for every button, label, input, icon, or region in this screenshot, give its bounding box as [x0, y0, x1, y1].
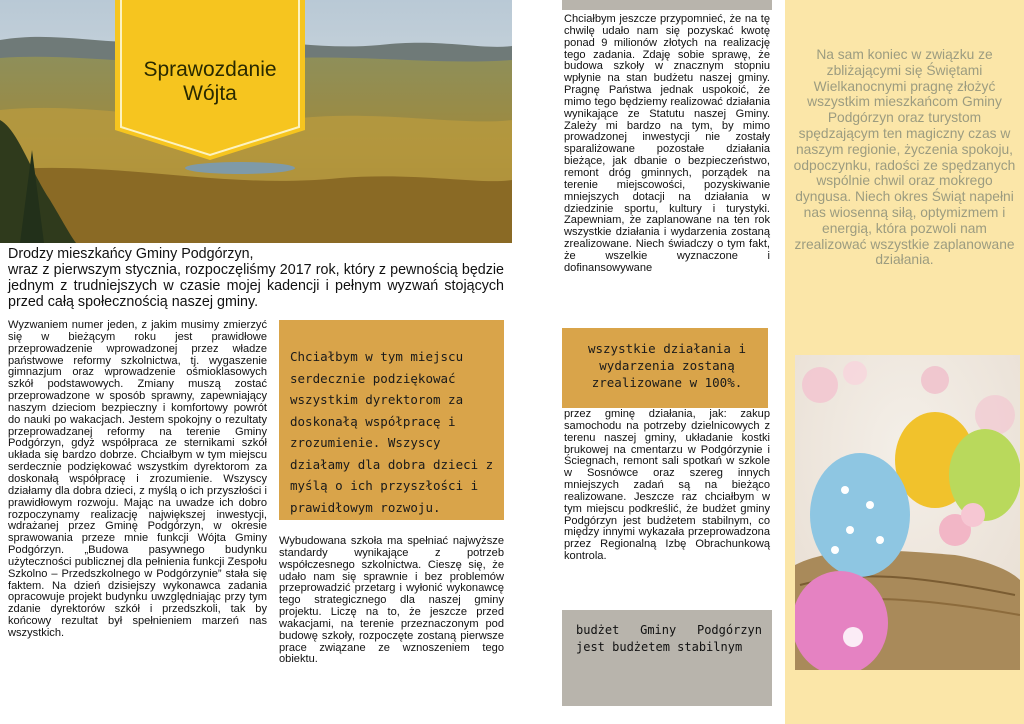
column-2-paragraph: Wybudowana szkoła ma spełniać najwyższe standardy wynikające z potrzeb współczesnego szkolnictwa. Cieszę się, że udało nam się sprawnie i bez problemów przeprowadzić przetarg i wyłonić wykonawcę tego strategicznego dla naszej gminy projektu. Liczę na to, że jeszcze przed wakacjami, na terenie przeznaczonym pod budowę szkoły, rozpoczęte zostaną pierwsze prace związane ze wznoszeniem tego obiektu.	[279, 535, 504, 666]
intro-paragraph: Drodzy mieszkańcy Gminy Podgórzyn, wraz z pierwszym stycznia, rozpoczęliśmy 2017 rok, który z pewnością będzie jednym z trudniejszych w czasie mojej kadencji i pełnym wyzwań stojących przed całą społecznością naszej gminy.	[8, 246, 504, 310]
column-4-paragraph: przez gminę działania, jak: zakup samochodu na potrzeby dzielnicowych z terenu naszej gminy, układanie kostki brukowej na cmentarzu w Podgórzynie i Ściegnach, remont sali spotkań w szkole w Sosnówce oraz szereg innych mniejszych zadań są na bieżąco realizowane. Jeszcze raz chciałbym w tym miejscu podkreślić, że budżet gminy Podgórzyn jest budżetem stabilnym, co między innymi wykazała przeprowadzona przez Regionalną Izbę Obrachunkową kontrola.	[564, 408, 770, 563]
top-grey-bar	[562, 0, 772, 10]
pull-quote-3-text: budżet Gminy Podgórzyn jest budżetem stabilnym	[576, 623, 762, 654]
text-column-2	[279, 536, 504, 666]
title-line-1: Sprawozdanie	[143, 58, 277, 81]
pull-quote-3	[576, 622, 762, 656]
page-title	[140, 58, 280, 106]
title-line-2: Wójta	[183, 82, 237, 105]
pull-quote-2-text: wszystkie działania i wydarzenia zostaną zrealizowane w 100%.	[587, 341, 747, 390]
pull-quote-1	[290, 346, 495, 518]
pull-quote-1-text: Chciałbym w tym miejscu serdecznie podziękować wszystkim dyrektorom za doskonałą współpracę i zrozumienie. Wszyscy działamy dla dobra dzieci z myślą o ich przyszłości i prawidłowym rozwoju.	[290, 349, 494, 515]
column-1-paragraph: Wyzwaniem numer jeden, z jakim musimy zmierzyć się w bieżącym roku jest prawidłowe przeprowadzenie wprowadzonej przez władze państwowe reformy szkolnictwa, tj. wygaszenie gimnazjum oraz wprowadzenie ośmioklasowych szkół podstawowych. Zmiany muszą zostać przeprowadzone w sposób sprawny, zapewniający naszym dzieciom bezpieczny i komfortowy powrót do nauki po wakacjach. Jestem spokojny o rezultaty przeprowadzanej reformy na terenie Gminy Podgórzyn, gdyż współpraca ze sternikami szkół układa się bardzo dobrze. Chciałbym w tym miejscu serdecznie podziękować wszystkim dyrektorom za doskonałą współpracę i zrozumienie. Wszyscy działamy dla dobra dzieci, z myślą o ich przyszłości i prawidłowym rozwoju. Mając na uwadze ich dobro rozpoczynamy realizację największej inwestycji, wdrażanej przez Gminę Podgórzyn, w okresie sprawowania przeze mnie funkcji Wójta Gminy Podgórzyn. „Budowa pasywnego budynku użyteczności publicznej dla pełnienia funkcji Zespołu Szkolno – Przedszkolnego w Podgórzynie” stała się faktem. Na dzień dzisiejszy wykonawca zadania opracowuje projekt budynku uwzględniając przy tym zdanie dyrektorów szkół i przedszkoli, tak by końcowy rezultat był spełnieniem marzeń nas wszystkich.	[8, 319, 267, 639]
text-column-1	[8, 320, 267, 640]
easter-eggs-photo	[795, 355, 1020, 670]
column-3-paragraph: Chciałbym jeszcze przypomnieć, że na tę chwilę udało nam się pozyskać kwotę ponad 9 milionów złotych na realizację tego zadania. Zdaję sobie sprawę, że budowa szkoły w znacznym stopniu wpłynie na stan budżetu naszej gminy. Pragnę Państwa jednak uspokoić, że mimo tego będziemy realizować działania wynikające ze Statutu naszej Gminy. Zależy mi bardzo na tym, by mimo prowadzonej inwestycji nie zostały sparaliżowane pozostałe działania bieżące, jak dbanie o bezpieczeństwo, remont dróg gminnych, porządek na terenie miejscowości, pozyskiwanie mniejszych dotacji na działania w dziedzinie sportu, kultury i turystyki. Zapewniam, że zaplanowane na ten rok wszystkie działania i wydarzenia zostaną zrealizowane. Niech świadczy o tym fakt, że wszelkie wyznaczone i dofinansowywane	[564, 13, 770, 274]
intro-text	[8, 246, 504, 310]
pull-quote-2	[572, 340, 762, 391]
easter-greeting	[792, 47, 1017, 268]
text-column-4	[564, 409, 770, 563]
easter-greeting-text: Na sam koniec w związku ze zbliżającymi się Świętami Wielkanocnymi pragnę złożyć wszystkim mieszkańcom Gminy Podgórzyn oraz turystom spędzającym ten magiczny czas w naszym regionie, życzenia spokoju, odpoczynku, radości ze spędzanych wspólnie chwil oraz mokrego dyngusa. Niech okres Świąt napełni nas wiosenną siłą, optymizmem i energią, która pozwoli nam zrealizować wszystkie zaplanowane działania.	[793, 47, 1016, 268]
text-column-3	[564, 14, 770, 275]
